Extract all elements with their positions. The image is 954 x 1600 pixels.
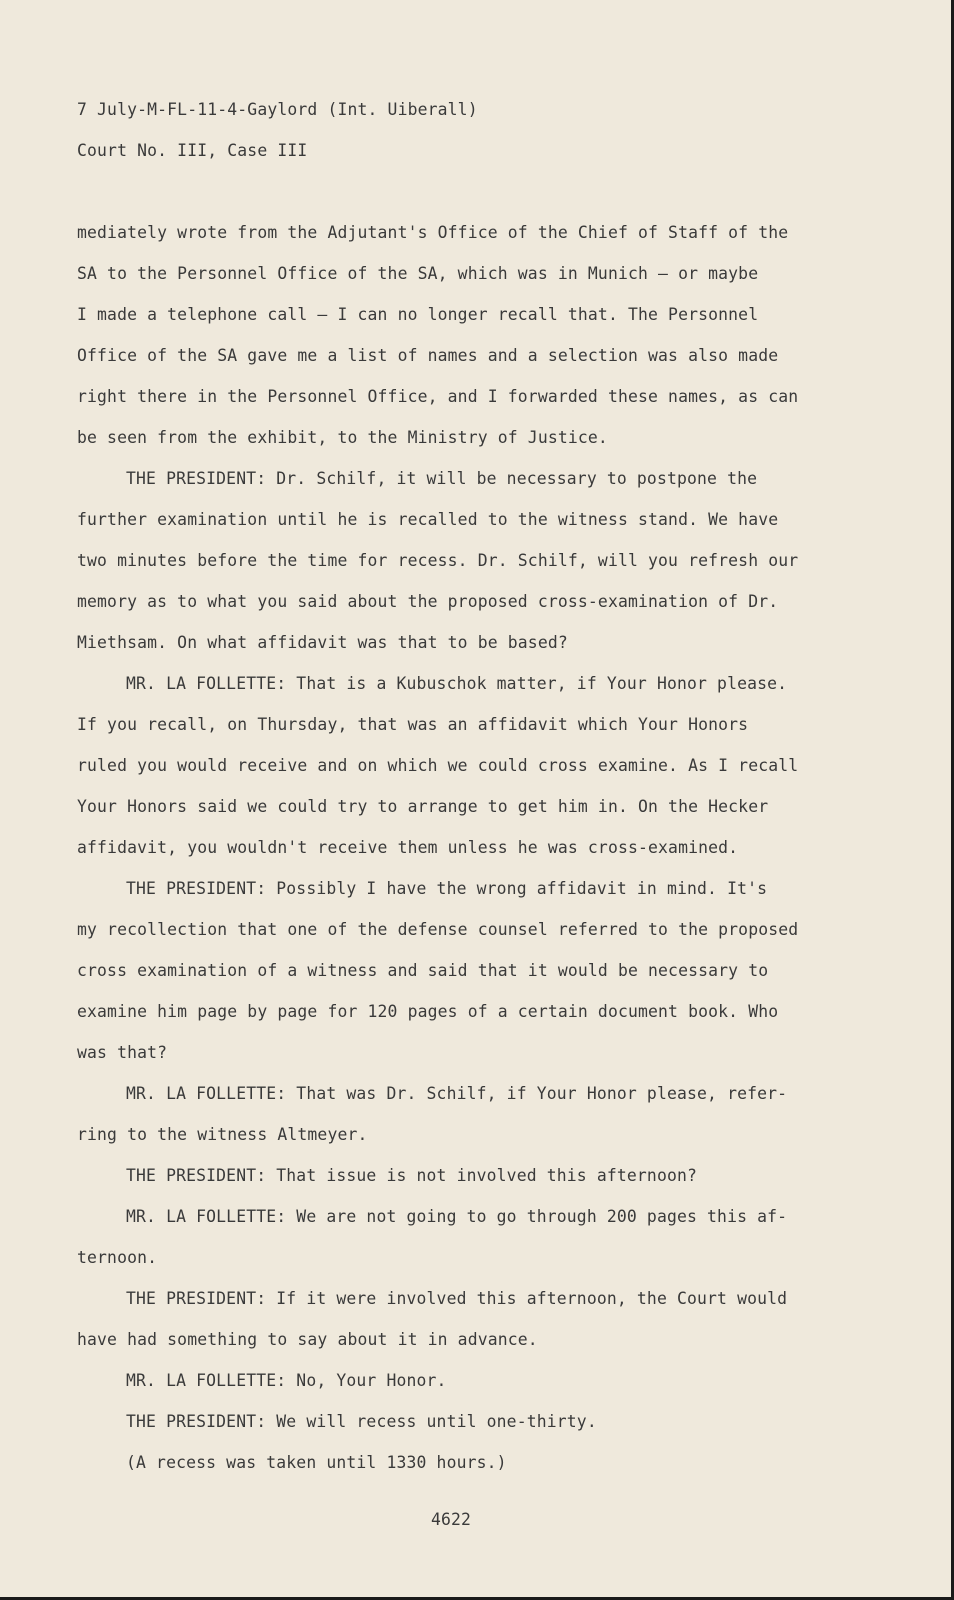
body-line: my recollection that one of the defense counsel referred to the proposed — [77, 920, 799, 939]
body-line: THE PRESIDENT: That issue is not involved this afternoon? — [126, 1166, 698, 1185]
body-line: THE PRESIDENT: We will recess until one-thirty. — [126, 1412, 597, 1431]
body-line: right there in the Personnel Office, and I forwarded these names, as can — [77, 387, 799, 406]
body-line: THE PRESIDENT: Possibly I have the wrong affidavit in mind. It's — [126, 879, 768, 898]
body-line: mediately wrote from the Adjutant's Office of the Chief of Staff of the — [77, 223, 789, 242]
body-line: ternoon. — [77, 1248, 158, 1267]
body-line: Miethsam. On what affidavit was that to be based? — [77, 633, 568, 652]
body-line: (A recess was taken until 1330 hours.) — [126, 1453, 507, 1472]
header-court-line: Court No. III, Case III — [77, 141, 308, 160]
body-line: Your Honors said we could try to arrange to get him in. On the Hecker — [77, 797, 769, 816]
body-line: further examination until he is recalled to the witness stand. We have — [77, 510, 779, 529]
body-line: be seen from the exhibit, to the Ministry of Justice. — [77, 428, 608, 447]
body-line: examine him page by page for 120 pages of a certain document book. Who — [77, 1002, 779, 1021]
body-line: Office of the SA gave me a list of names and a selection was also made — [77, 346, 779, 365]
body-line: was that? — [77, 1043, 168, 1062]
body-line: affidavit, you wouldn't receive them unless he was cross-examined. — [77, 838, 739, 857]
body-line: THE PRESIDENT: If it were involved this afternoon, the Court would — [126, 1289, 788, 1308]
header-case-line: 7 July-M-FL-11-4-Gaylord (Int. Uiberall) — [77, 100, 478, 119]
body-line: MR. LA FOLLETTE: No, Your Honor. — [126, 1371, 447, 1390]
body-line: cross examination of a witness and said that it would be necessary to — [77, 961, 769, 980]
body-line: I made a telephone call — I can no longer recall that. The Personnel — [77, 305, 759, 324]
body-line: ruled you would receive and on which we could cross examine. As I recall — [77, 756, 799, 775]
body-line: If you recall, on Thursday, that was an affidavit which Your Honors — [77, 715, 749, 734]
body-line: MR. LA FOLLETTE: That is a Kubuschok matter, if Your Honor please. — [126, 674, 788, 693]
page-number: 4622 — [431, 1510, 472, 1529]
body-line: MR. LA FOLLETTE: We are not going to go through 200 pages this af- — [126, 1207, 788, 1226]
body-line: ring to the witness Altmeyer. — [77, 1125, 368, 1144]
body-line: MR. LA FOLLETTE: That was Dr. Schilf, if Your Honor please, refer- — [126, 1084, 788, 1103]
body-line: SA to the Personnel Office of the SA, which was in Munich — or maybe — [77, 264, 759, 283]
body-line: THE PRESIDENT: Dr. Schilf, it will be necessary to postpone the — [126, 469, 758, 488]
body-line: memory as to what you said about the proposed cross-examination of Dr. — [77, 592, 779, 611]
body-line: two minutes before the time for recess. Dr. Schilf, will you refresh our — [77, 551, 799, 570]
body-line: have had something to say about it in advance. — [77, 1330, 538, 1349]
